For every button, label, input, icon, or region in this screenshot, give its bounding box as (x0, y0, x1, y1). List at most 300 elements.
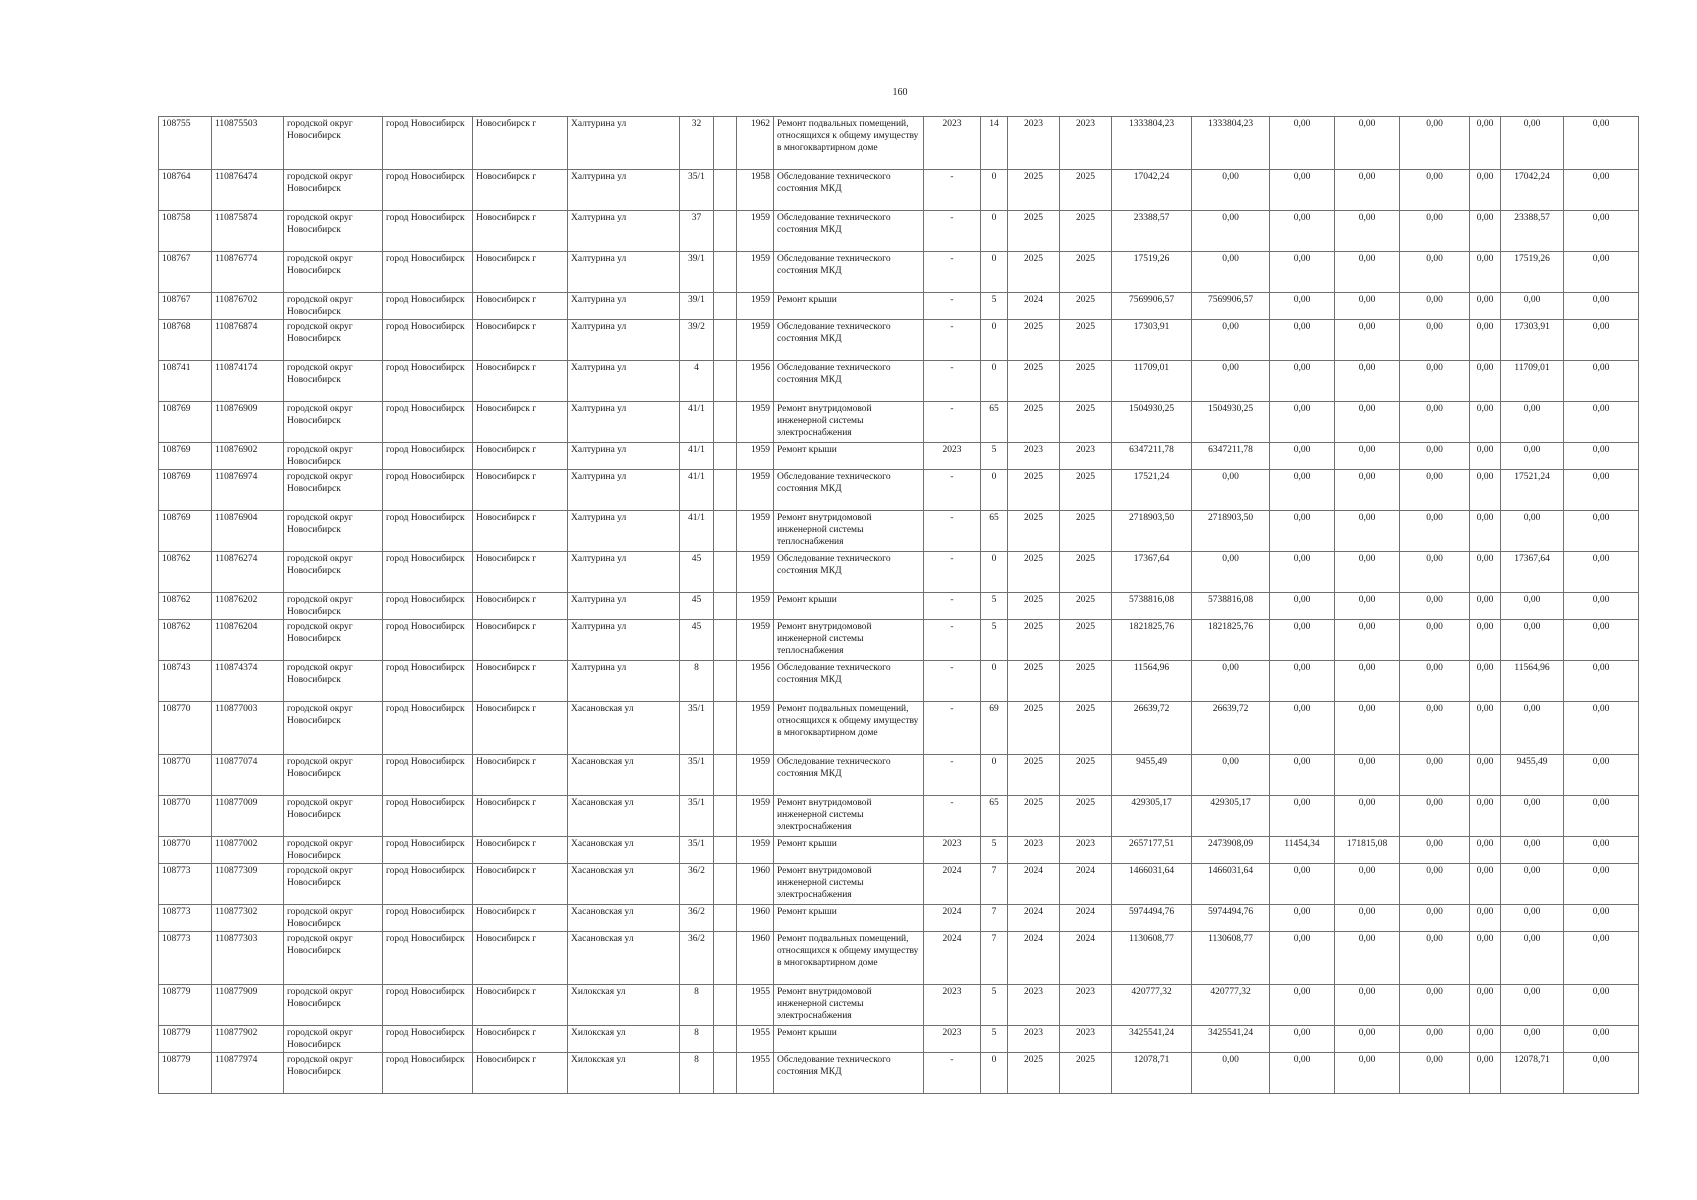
start-year: 2025 (1008, 755, 1060, 796)
cost-col-6: 0,00 (1470, 252, 1501, 293)
start-year: 2024 (1008, 293, 1060, 320)
city-name: город Новосибирск (383, 1026, 473, 1053)
end-year: 2025 (1060, 170, 1112, 211)
row-id: 108758 (159, 211, 212, 252)
work-type: Ремонт крыши (774, 837, 924, 864)
table-row (159, 837, 1639, 864)
cost-col-6: 0,00 (1470, 170, 1501, 211)
plan-year: - (924, 402, 981, 443)
municipal-district: городской округ Новосибирск (284, 864, 383, 905)
end-year: 2025 (1060, 293, 1112, 320)
start-year: 2025 (1008, 796, 1060, 837)
build-year: 1959 (737, 443, 774, 470)
cost-col-8: 0,00 (1564, 470, 1639, 511)
empty-cell (714, 755, 737, 796)
settlement-name: Новосибирск г (473, 470, 568, 511)
work-type: Обследование технического состояния МКД (774, 170, 924, 211)
settlement-name: Новосибирск г (473, 117, 568, 170)
end-year: 2025 (1060, 755, 1112, 796)
empty-cell (714, 661, 737, 702)
house-number: 35/1 (680, 837, 714, 864)
city-name: город Новосибирск (383, 796, 473, 837)
row-id: 108769 (159, 470, 212, 511)
survey-cost: 17367,64 (1501, 552, 1564, 593)
house-number: 37 (680, 211, 714, 252)
cost-col-3: 0,00 (1270, 702, 1335, 755)
empty-cell (714, 443, 737, 470)
table-row (159, 905, 1639, 932)
object-code: 110877002 (212, 837, 284, 864)
municipal-district: городской округ Новосибирск (284, 443, 383, 470)
municipal-district: городской округ Новосибирск (284, 837, 383, 864)
street-name: Халтурина ул (568, 117, 680, 170)
fund-cost: 0,00 (1192, 552, 1270, 593)
cost-col-8: 0,00 (1564, 117, 1639, 170)
house-number: 35/1 (680, 702, 714, 755)
city-name: город Новосибирск (383, 117, 473, 170)
empty-cell (714, 252, 737, 293)
cost-col-3: 0,00 (1270, 443, 1335, 470)
row-id: 108767 (159, 293, 212, 320)
work-type: Обследование технического состояния МКД (774, 470, 924, 511)
cost-col-5: 0,00 (1400, 932, 1470, 985)
build-year: 1959 (737, 552, 774, 593)
object-code: 110877902 (212, 1026, 284, 1053)
term: 5 (981, 293, 1008, 320)
house-number: 45 (680, 552, 714, 593)
table-row (159, 985, 1639, 1026)
end-year: 2025 (1060, 620, 1112, 661)
cost-col-4: 0,00 (1335, 470, 1400, 511)
city-name: город Новосибирск (383, 511, 473, 552)
plan-year: - (924, 702, 981, 755)
cost-col-3: 0,00 (1270, 905, 1335, 932)
settlement-name: Новосибирск г (473, 864, 568, 905)
cost-col-8: 0,00 (1564, 932, 1639, 985)
empty-cell (714, 1026, 737, 1053)
start-year: 2024 (1008, 932, 1060, 985)
table-row (159, 796, 1639, 837)
cost-col-3: 0,00 (1270, 470, 1335, 511)
house-number: 41/1 (680, 402, 714, 443)
table-row (159, 932, 1639, 985)
total-cost: 5974494,76 (1112, 905, 1192, 932)
cost-col-3: 0,00 (1270, 320, 1335, 361)
row-id: 108768 (159, 320, 212, 361)
table-row (159, 293, 1639, 320)
cost-col-3: 0,00 (1270, 211, 1335, 252)
plan-year: - (924, 470, 981, 511)
municipal-district: городской округ Новосибирск (284, 511, 383, 552)
start-year: 2025 (1008, 702, 1060, 755)
city-name: город Новосибирск (383, 211, 473, 252)
table-row (159, 117, 1639, 170)
street-name: Халтурина ул (568, 361, 680, 402)
build-year: 1956 (737, 661, 774, 702)
cost-col-5: 0,00 (1400, 702, 1470, 755)
cost-col-5: 0,00 (1400, 837, 1470, 864)
build-year: 1962 (737, 117, 774, 170)
build-year: 1958 (737, 170, 774, 211)
cost-col-6: 0,00 (1470, 593, 1501, 620)
cost-col-8: 0,00 (1564, 661, 1639, 702)
object-code: 110877003 (212, 702, 284, 755)
object-code: 110875503 (212, 117, 284, 170)
house-number: 41/1 (680, 470, 714, 511)
survey-cost: 17042,24 (1501, 170, 1564, 211)
house-number: 45 (680, 593, 714, 620)
table-row (159, 402, 1639, 443)
cost-col-6: 0,00 (1470, 293, 1501, 320)
cost-col-5: 0,00 (1400, 661, 1470, 702)
work-type: Ремонт крыши (774, 593, 924, 620)
cost-col-5: 0,00 (1400, 211, 1470, 252)
object-code: 110876202 (212, 593, 284, 620)
cost-col-6: 0,00 (1470, 1026, 1501, 1053)
house-number: 41/1 (680, 511, 714, 552)
survey-cost: 0,00 (1501, 702, 1564, 755)
end-year: 2024 (1060, 932, 1112, 985)
object-code: 110877974 (212, 1053, 284, 1094)
house-number: 35/1 (680, 755, 714, 796)
page-number: 160 (892, 87, 908, 98)
total-cost: 17303,91 (1112, 320, 1192, 361)
survey-cost: 0,00 (1501, 932, 1564, 985)
cost-col-5: 0,00 (1400, 117, 1470, 170)
cost-col-6: 0,00 (1470, 117, 1501, 170)
survey-cost: 17303,91 (1501, 320, 1564, 361)
work-type: Ремонт внутридомовой инженерной системы электроснабжения (774, 864, 924, 905)
city-name: город Новосибирск (383, 620, 473, 661)
cost-col-4: 0,00 (1335, 620, 1400, 661)
settlement-name: Новосибирск г (473, 620, 568, 661)
object-code: 110876204 (212, 620, 284, 661)
house-number: 41/1 (680, 443, 714, 470)
municipal-district: городской округ Новосибирск (284, 796, 383, 837)
empty-cell (714, 361, 737, 402)
survey-cost: 0,00 (1501, 117, 1564, 170)
cost-col-8: 0,00 (1564, 511, 1639, 552)
cost-col-4: 0,00 (1335, 932, 1400, 985)
end-year: 2025 (1060, 661, 1112, 702)
house-number: 8 (680, 985, 714, 1026)
build-year: 1959 (737, 320, 774, 361)
settlement-name: Новосибирск г (473, 661, 568, 702)
start-year: 2025 (1008, 470, 1060, 511)
street-name: Хасановская ул (568, 837, 680, 864)
row-id: 108764 (159, 170, 212, 211)
settlement-name: Новосибирск г (473, 443, 568, 470)
cost-col-4: 0,00 (1335, 170, 1400, 211)
build-year: 1959 (737, 211, 774, 252)
street-name: Халтурина ул (568, 252, 680, 293)
street-name: Халтурина ул (568, 661, 680, 702)
row-id: 108755 (159, 117, 212, 170)
street-name: Хасановская ул (568, 702, 680, 755)
table-row (159, 320, 1639, 361)
row-id: 108767 (159, 252, 212, 293)
term: 0 (981, 661, 1008, 702)
cost-col-8: 0,00 (1564, 361, 1639, 402)
fund-cost: 2473908,09 (1192, 837, 1270, 864)
empty-cell (714, 593, 737, 620)
term: 0 (981, 170, 1008, 211)
empty-cell (714, 470, 737, 511)
total-cost: 2657177,51 (1112, 837, 1192, 864)
work-type: Ремонт крыши (774, 293, 924, 320)
city-name: город Новосибирск (383, 755, 473, 796)
city-name: город Новосибирск (383, 320, 473, 361)
street-name: Хасановская ул (568, 932, 680, 985)
fund-cost: 429305,17 (1192, 796, 1270, 837)
start-year: 2025 (1008, 361, 1060, 402)
end-year: 2025 (1060, 702, 1112, 755)
fund-cost: 5738816,08 (1192, 593, 1270, 620)
total-cost: 11709,01 (1112, 361, 1192, 402)
object-code: 110876474 (212, 170, 284, 211)
cost-col-8: 0,00 (1564, 402, 1639, 443)
cost-col-3: 0,00 (1270, 252, 1335, 293)
cost-col-8: 0,00 (1564, 170, 1639, 211)
total-cost: 11564,96 (1112, 661, 1192, 702)
row-id: 108773 (159, 864, 212, 905)
capital-repair-table (158, 116, 1639, 1094)
cost-col-4: 0,00 (1335, 1026, 1400, 1053)
street-name: Халтурина ул (568, 170, 680, 211)
cost-col-4: 0,00 (1335, 211, 1400, 252)
settlement-name: Новосибирск г (473, 402, 568, 443)
cost-col-6: 0,00 (1470, 552, 1501, 593)
plan-year: - (924, 661, 981, 702)
street-name: Халтурина ул (568, 211, 680, 252)
cost-col-6: 0,00 (1470, 320, 1501, 361)
end-year: 2023 (1060, 985, 1112, 1026)
cost-col-5: 0,00 (1400, 985, 1470, 1026)
row-id: 108779 (159, 985, 212, 1026)
cost-col-3: 11454,34 (1270, 837, 1335, 864)
row-id: 108769 (159, 511, 212, 552)
empty-cell (714, 1053, 737, 1094)
house-number: 39/1 (680, 252, 714, 293)
term: 0 (981, 320, 1008, 361)
cost-col-8: 0,00 (1564, 755, 1639, 796)
house-number: 35/1 (680, 170, 714, 211)
object-code: 110876974 (212, 470, 284, 511)
build-year: 1959 (737, 293, 774, 320)
plan-year: - (924, 511, 981, 552)
survey-cost: 0,00 (1501, 293, 1564, 320)
cost-col-4: 0,00 (1335, 864, 1400, 905)
street-name: Халтурина ул (568, 443, 680, 470)
total-cost: 429305,17 (1112, 796, 1192, 837)
cost-col-5: 0,00 (1400, 443, 1470, 470)
cost-col-8: 0,00 (1564, 905, 1639, 932)
start-year: 2023 (1008, 443, 1060, 470)
row-id: 108762 (159, 593, 212, 620)
cost-col-8: 0,00 (1564, 593, 1639, 620)
build-year: 1959 (737, 402, 774, 443)
object-code: 110877074 (212, 755, 284, 796)
municipal-district: городской округ Новосибирск (284, 293, 383, 320)
total-cost: 3425541,24 (1112, 1026, 1192, 1053)
work-type: Ремонт внутридомовой инженерной системы теплоснабжения (774, 511, 924, 552)
cost-col-3: 0,00 (1270, 1053, 1335, 1094)
settlement-name: Новосибирск г (473, 552, 568, 593)
cost-col-6: 0,00 (1470, 985, 1501, 1026)
house-number: 32 (680, 117, 714, 170)
term: 7 (981, 932, 1008, 985)
plan-year: - (924, 620, 981, 661)
total-cost: 17519,26 (1112, 252, 1192, 293)
municipal-district: городской округ Новосибирск (284, 620, 383, 661)
cost-col-4: 0,00 (1335, 593, 1400, 620)
fund-cost: 3425541,24 (1192, 1026, 1270, 1053)
end-year: 2024 (1060, 864, 1112, 905)
object-code: 110877909 (212, 985, 284, 1026)
house-number: 36/2 (680, 905, 714, 932)
cost-col-5: 0,00 (1400, 796, 1470, 837)
municipal-district: городской округ Новосибирск (284, 985, 383, 1026)
cost-col-8: 0,00 (1564, 320, 1639, 361)
house-number: 39/2 (680, 320, 714, 361)
fund-cost: 0,00 (1192, 320, 1270, 361)
cost-col-8: 0,00 (1564, 211, 1639, 252)
term: 5 (981, 985, 1008, 1026)
term: 5 (981, 593, 1008, 620)
city-name: город Новосибирск (383, 837, 473, 864)
term: 7 (981, 905, 1008, 932)
cost-col-6: 0,00 (1470, 211, 1501, 252)
work-type: Обследование технического состояния МКД (774, 252, 924, 293)
object-code: 110876774 (212, 252, 284, 293)
end-year: 2025 (1060, 252, 1112, 293)
survey-cost: 11709,01 (1501, 361, 1564, 402)
street-name: Халтурина ул (568, 552, 680, 593)
survey-cost: 0,00 (1501, 905, 1564, 932)
cost-col-4: 0,00 (1335, 552, 1400, 593)
cost-col-6: 0,00 (1470, 470, 1501, 511)
cost-col-3: 0,00 (1270, 661, 1335, 702)
term: 5 (981, 620, 1008, 661)
cost-col-5: 0,00 (1400, 293, 1470, 320)
plan-year: 2024 (924, 905, 981, 932)
settlement-name: Новосибирск г (473, 702, 568, 755)
city-name: город Новосибирск (383, 593, 473, 620)
empty-cell (714, 796, 737, 837)
build-year: 1959 (737, 702, 774, 755)
total-cost: 17042,24 (1112, 170, 1192, 211)
street-name: Хасановская ул (568, 905, 680, 932)
total-cost: 17367,64 (1112, 552, 1192, 593)
object-code: 110876909 (212, 402, 284, 443)
cost-col-5: 0,00 (1400, 620, 1470, 661)
term: 5 (981, 443, 1008, 470)
build-year: 1959 (737, 252, 774, 293)
survey-cost: 12078,71 (1501, 1053, 1564, 1094)
term: 65 (981, 511, 1008, 552)
object-code: 110876274 (212, 552, 284, 593)
city-name: город Новосибирск (383, 661, 473, 702)
total-cost: 12078,71 (1112, 1053, 1192, 1094)
cost-col-3: 0,00 (1270, 361, 1335, 402)
fund-cost: 0,00 (1192, 361, 1270, 402)
build-year: 1955 (737, 1026, 774, 1053)
street-name: Халтурина ул (568, 402, 680, 443)
work-type: Ремонт крыши (774, 905, 924, 932)
total-cost: 1333804,23 (1112, 117, 1192, 170)
total-cost: 6347211,78 (1112, 443, 1192, 470)
survey-cost: 9455,49 (1501, 755, 1564, 796)
street-name: Хилокская ул (568, 1053, 680, 1094)
row-id: 108743 (159, 661, 212, 702)
build-year: 1956 (737, 361, 774, 402)
work-type: Ремонт подвальных помещений, относящихся к общему имуществу в многоквартирном доме (774, 117, 924, 170)
cost-col-3: 0,00 (1270, 796, 1335, 837)
municipal-district: городской округ Новосибирск (284, 252, 383, 293)
start-year: 2025 (1008, 620, 1060, 661)
row-id: 108769 (159, 443, 212, 470)
fund-cost: 0,00 (1192, 252, 1270, 293)
cost-col-3: 0,00 (1270, 552, 1335, 593)
start-year: 2023 (1008, 837, 1060, 864)
term: 0 (981, 1053, 1008, 1094)
plan-year: - (924, 593, 981, 620)
total-cost: 5738816,08 (1112, 593, 1192, 620)
plan-year: - (924, 552, 981, 593)
fund-cost: 420777,32 (1192, 985, 1270, 1026)
cost-col-3: 0,00 (1270, 620, 1335, 661)
object-code: 110877302 (212, 905, 284, 932)
term: 65 (981, 402, 1008, 443)
row-id: 108773 (159, 932, 212, 985)
term: 69 (981, 702, 1008, 755)
municipal-district: городской округ Новосибирск (284, 211, 383, 252)
build-year: 1959 (737, 511, 774, 552)
cost-col-6: 0,00 (1470, 905, 1501, 932)
city-name: город Новосибирск (383, 932, 473, 985)
survey-cost: 0,00 (1501, 511, 1564, 552)
city-name: город Новосибирск (383, 252, 473, 293)
cost-col-4: 0,00 (1335, 1053, 1400, 1094)
row-id: 108762 (159, 552, 212, 593)
cost-col-3: 0,00 (1270, 511, 1335, 552)
build-year: 1955 (737, 1053, 774, 1094)
cost-col-8: 0,00 (1564, 443, 1639, 470)
cost-col-3: 0,00 (1270, 402, 1335, 443)
cost-col-4: 0,00 (1335, 796, 1400, 837)
work-type: Ремонт внутридомовой инженерной системы теплоснабжения (774, 620, 924, 661)
house-number: 8 (680, 661, 714, 702)
plan-year: - (924, 252, 981, 293)
cost-col-5: 0,00 (1400, 593, 1470, 620)
object-code: 110877303 (212, 932, 284, 985)
street-name: Халтурина ул (568, 320, 680, 361)
term: 65 (981, 796, 1008, 837)
municipal-district: городской округ Новосибирск (284, 117, 383, 170)
fund-cost: 5974494,76 (1192, 905, 1270, 932)
plan-year: - (924, 293, 981, 320)
table-row (159, 864, 1639, 905)
cost-col-8: 0,00 (1564, 985, 1639, 1026)
term: 7 (981, 864, 1008, 905)
table-row (159, 661, 1639, 702)
work-type: Ремонт крыши (774, 1026, 924, 1053)
cost-col-5: 0,00 (1400, 170, 1470, 211)
settlement-name: Новосибирск г (473, 320, 568, 361)
house-number: 36/2 (680, 864, 714, 905)
start-year: 2023 (1008, 117, 1060, 170)
end-year: 2025 (1060, 511, 1112, 552)
